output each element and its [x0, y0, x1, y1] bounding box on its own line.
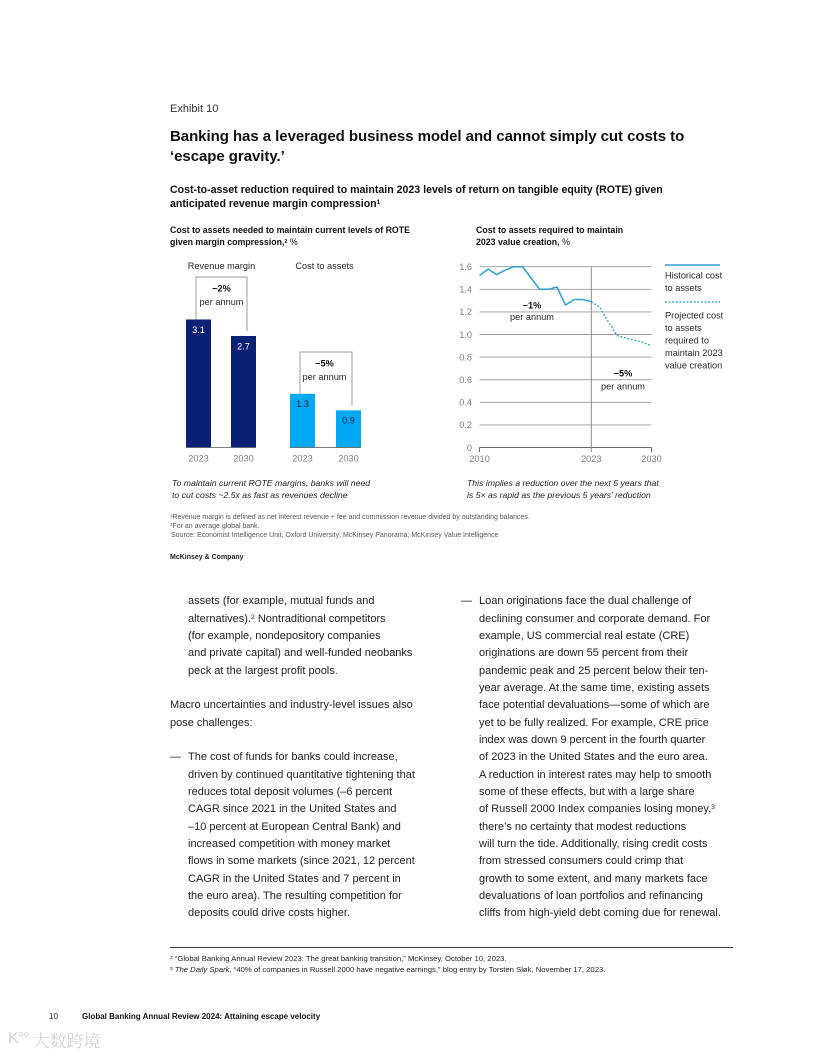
legend-label: maintain 2023 [665, 347, 723, 358]
right-column-bullet [479, 593, 721, 922]
text-line: and private capital) and well-funded neobanks [188, 647, 413, 660]
bullet-dash-icon: — [461, 595, 472, 608]
text-line: cliffs from high-yield debt coming due for renewal. [479, 907, 721, 920]
annotation-rate-value: −5% [315, 358, 334, 369]
text-line: will turn the tide. Additionally, rising credit costs [479, 837, 708, 850]
text-line: declining consumer and corporate demand. For [479, 612, 711, 625]
text-line: deposits could drive costs higher. [188, 907, 351, 920]
y-axis-tick-label: 1.4 [459, 284, 472, 295]
bar-value-label: 2.7 [237, 341, 250, 352]
text-line: Macro uncertainties and industry-level issues also [170, 699, 413, 712]
text-segment: alternatives). [188, 612, 251, 625]
text-segment: of Russell 2000 Index companies losing money, [479, 803, 712, 816]
text-line: peck at the largest profit pools. [188, 664, 338, 677]
line-chart-heading-line: Cost to assets required to maintain [476, 225, 624, 235]
line-chart [452, 252, 752, 472]
text-line: A reduction in interest rates may help to smooth [479, 768, 712, 781]
text-line: (for example, nondepository companies [188, 629, 381, 642]
exhibit-title [170, 127, 684, 167]
text-line: assets (for example, mutual funds and [188, 595, 375, 608]
line-chart-caption [467, 477, 659, 501]
bullet-dash-icon: — [170, 751, 181, 764]
bar-chart-heading-line [170, 236, 410, 248]
footnote-ref: 2 [250, 613, 255, 621]
exhibit-subtitle-line: Cost-to-asset reduction required to maintain 2023 levels of return on tangible equity (ROTE) given [170, 184, 663, 196]
bar-chart-heading-text: given margin compression, [170, 237, 285, 247]
text-line [479, 801, 721, 818]
watermark-text: 大数跨境 [32, 1031, 101, 1051]
exhibit-subtitle-text: anticipated revenue margin compression [170, 198, 377, 210]
unit-label: % [289, 237, 298, 247]
footnotes [170, 953, 605, 975]
unit-label: % [562, 237, 570, 247]
text-line: devaluations of loan portfolios and refinancing [479, 889, 703, 902]
text-line [188, 611, 412, 628]
text-line: index was down 9 percent in the fourth quarter [479, 733, 706, 746]
text-line: there’s no certainty that modest reductions [479, 820, 687, 833]
annotation-rate-value: −1% [522, 300, 542, 311]
footnote [170, 953, 605, 964]
bar-value-label: 1.3 [296, 399, 309, 410]
text-line: flows in some markets (since 2021, 12 percent [188, 855, 415, 868]
text-line: the euro area). The resulting competition for [188, 889, 402, 902]
page-number: 10 [49, 1012, 58, 1021]
watermark-logo-icon: K°° [8, 1030, 29, 1047]
caption-line: to cut costs ~2.5x as fast as revenues decline [172, 490, 348, 500]
bar-revenue-margin-2023 [186, 319, 211, 447]
footnote-number: 3 [170, 966, 173, 972]
text-line: from stressed consumers could crimp that [479, 855, 684, 868]
note-text: Revenue margin is defined as net interest revenue + fee and commission revenue divided by outstanding balances. [172, 514, 530, 521]
text-line: originations are down 55 percent from their [479, 647, 689, 660]
note-number: 2 [170, 522, 173, 528]
line-chart-heading-line [476, 236, 623, 248]
bar-chart-heading [170, 224, 410, 248]
line-chart-heading-text: 2023 value creation, [476, 237, 560, 247]
legend-label: Historical cost [665, 270, 723, 281]
series-line-projected [591, 302, 651, 346]
footnote-text: “40% of companies in Russell 2000 have negative earnings,” blog entry by Torsten Sløk, November 17, 2023. [231, 965, 606, 974]
text-line: driven by continued quantitative tightening that [188, 768, 415, 781]
footnote-ref: 2 [284, 238, 288, 245]
caption-line: To maintain current ROTE margins, banks will need [172, 478, 371, 488]
note-line [170, 522, 530, 531]
caption-line: is 5× as rapid as the previous 5 years’ reduction [467, 490, 651, 500]
bar-chart-heading-line: Cost to assets needed to maintain current levels of ROTE [170, 225, 411, 235]
text-line: Loan originations face the dual challenge of [479, 595, 692, 608]
left-column-paragraph [170, 697, 413, 732]
text-line: yet to be fully realized. For example, CRE price [479, 716, 709, 729]
text-line: example, US commercial real estate (CRE) [479, 629, 690, 642]
y-axis-tick-label: 0.8 [459, 352, 472, 363]
text-line: CAGR since 2021 in the United States and [188, 803, 397, 816]
y-axis-tick-label: 1.0 [459, 329, 472, 340]
footnote-text: “Global Banking Annual Review 2023: The great banking transition,” McKinsey, October 10, 2023. [172, 954, 507, 963]
footnote-ref: 3 [711, 804, 715, 812]
legend-label: value creation [665, 360, 723, 371]
annotation-rate-label: per annum [601, 381, 645, 392]
x-axis-tick-label: 2030 [233, 453, 254, 464]
text-line: The cost of funds for banks could increase, [188, 751, 398, 764]
x-axis-tick-label: 2030 [641, 454, 662, 464]
legend-label: Projected cost [665, 310, 724, 321]
note-text: For an average global bank. [172, 523, 260, 531]
legend-label: required to [665, 335, 709, 346]
annotation-rate-value: −5% [613, 368, 633, 379]
y-axis-tick-label: 0.4 [459, 397, 472, 408]
exhibit-title-line: Banking has a leveraged business model and cannot simply cut costs to [170, 128, 685, 145]
legend-label: to assets [665, 322, 702, 333]
x-axis-tick-label: 2023 [188, 453, 209, 464]
caption-line: This implies a reduction over the next 5 years that [467, 478, 659, 488]
exhibit-label: Exhibit 10 [170, 103, 219, 115]
group-label-cost-to-assets: Cost to assets [295, 261, 354, 271]
bar-value-label: 3.1 [192, 324, 205, 335]
line-chart-heading [476, 224, 623, 248]
brand-label: McKinsey & Company [170, 554, 244, 561]
footnote-divider [170, 947, 733, 948]
exhibit-title-line: ‘escape gravity.’ [170, 148, 285, 165]
left-column-continuation [188, 593, 412, 680]
annotation-rate-label: per annum [199, 297, 244, 307]
left-column-bullet [188, 749, 415, 922]
text-line: pose challenges: [170, 716, 253, 729]
bar-chart-caption [172, 477, 370, 501]
footnote-ref: 1 [376, 199, 381, 207]
text-line: some of these effects, but with a large share [479, 785, 695, 798]
publication-title: Global Banking Annual Review 2024: Attaining escape velocity [82, 1012, 321, 1021]
bar-revenue-margin-2030 [231, 336, 256, 448]
watermark [8, 1027, 100, 1051]
note-line [170, 513, 530, 522]
text-line: year average. At the same time, existing assets [479, 681, 710, 694]
bar-chart [160, 252, 460, 472]
text-line: CAGR in the United States and 7 percent in [188, 872, 401, 885]
group-label-revenue-margin: Revenue margin [187, 261, 256, 271]
source-line: Source: Economist Intelligence Unit, Oxford University; McKinsey Panorama; McKinsey Value Intelligence [171, 532, 499, 540]
text-line: pandemic peak and 25 percent below their ten- [479, 664, 709, 677]
line-chart-grid [459, 262, 662, 464]
text-segment: Nontraditional competitors [254, 612, 386, 625]
annotation-rate-label: per annum [302, 372, 347, 382]
exhibit-subtitle [170, 183, 663, 211]
text-line: –10 percent at European Central Bank) and [188, 820, 401, 833]
annotation-rate-value: −2% [212, 283, 231, 294]
y-axis-tick-label: 0 [466, 442, 472, 453]
x-axis-tick-label: 2030 [338, 453, 359, 464]
x-axis-tick-label: 2023 [581, 454, 602, 464]
y-axis-tick-label: 0.6 [459, 375, 472, 385]
text-line: face potential devaluations—some of which are [479, 699, 710, 712]
x-axis-tick-label: 2023 [292, 453, 313, 464]
bar-value-label: 0.9 [342, 415, 355, 426]
footnote-italic: The Daily Spark, [172, 965, 232, 974]
exhibit-subtitle-line [170, 197, 663, 211]
y-axis-tick-label: 1.6 [459, 262, 472, 272]
text-line: reduces total deposit volumes (–6 percent [188, 785, 393, 798]
text-line: increased competition with money market [188, 837, 391, 850]
y-axis-tick-label: 1.2 [459, 307, 472, 318]
note-number: 1 [170, 513, 173, 519]
x-axis-tick-label: 2010 [469, 454, 490, 464]
footnote-number: 2 [170, 955, 173, 961]
footnote [170, 964, 605, 975]
text-line: of 2023 in the United States and the euro area. [479, 751, 708, 764]
y-axis-tick-label: 0.2 [459, 420, 472, 431]
annotation-rate-label: per annum [510, 312, 554, 322]
exhibit-notes [170, 513, 530, 541]
legend-label: to assets [665, 282, 702, 293]
text-line: growth to some extent, and many markets face [479, 872, 708, 885]
